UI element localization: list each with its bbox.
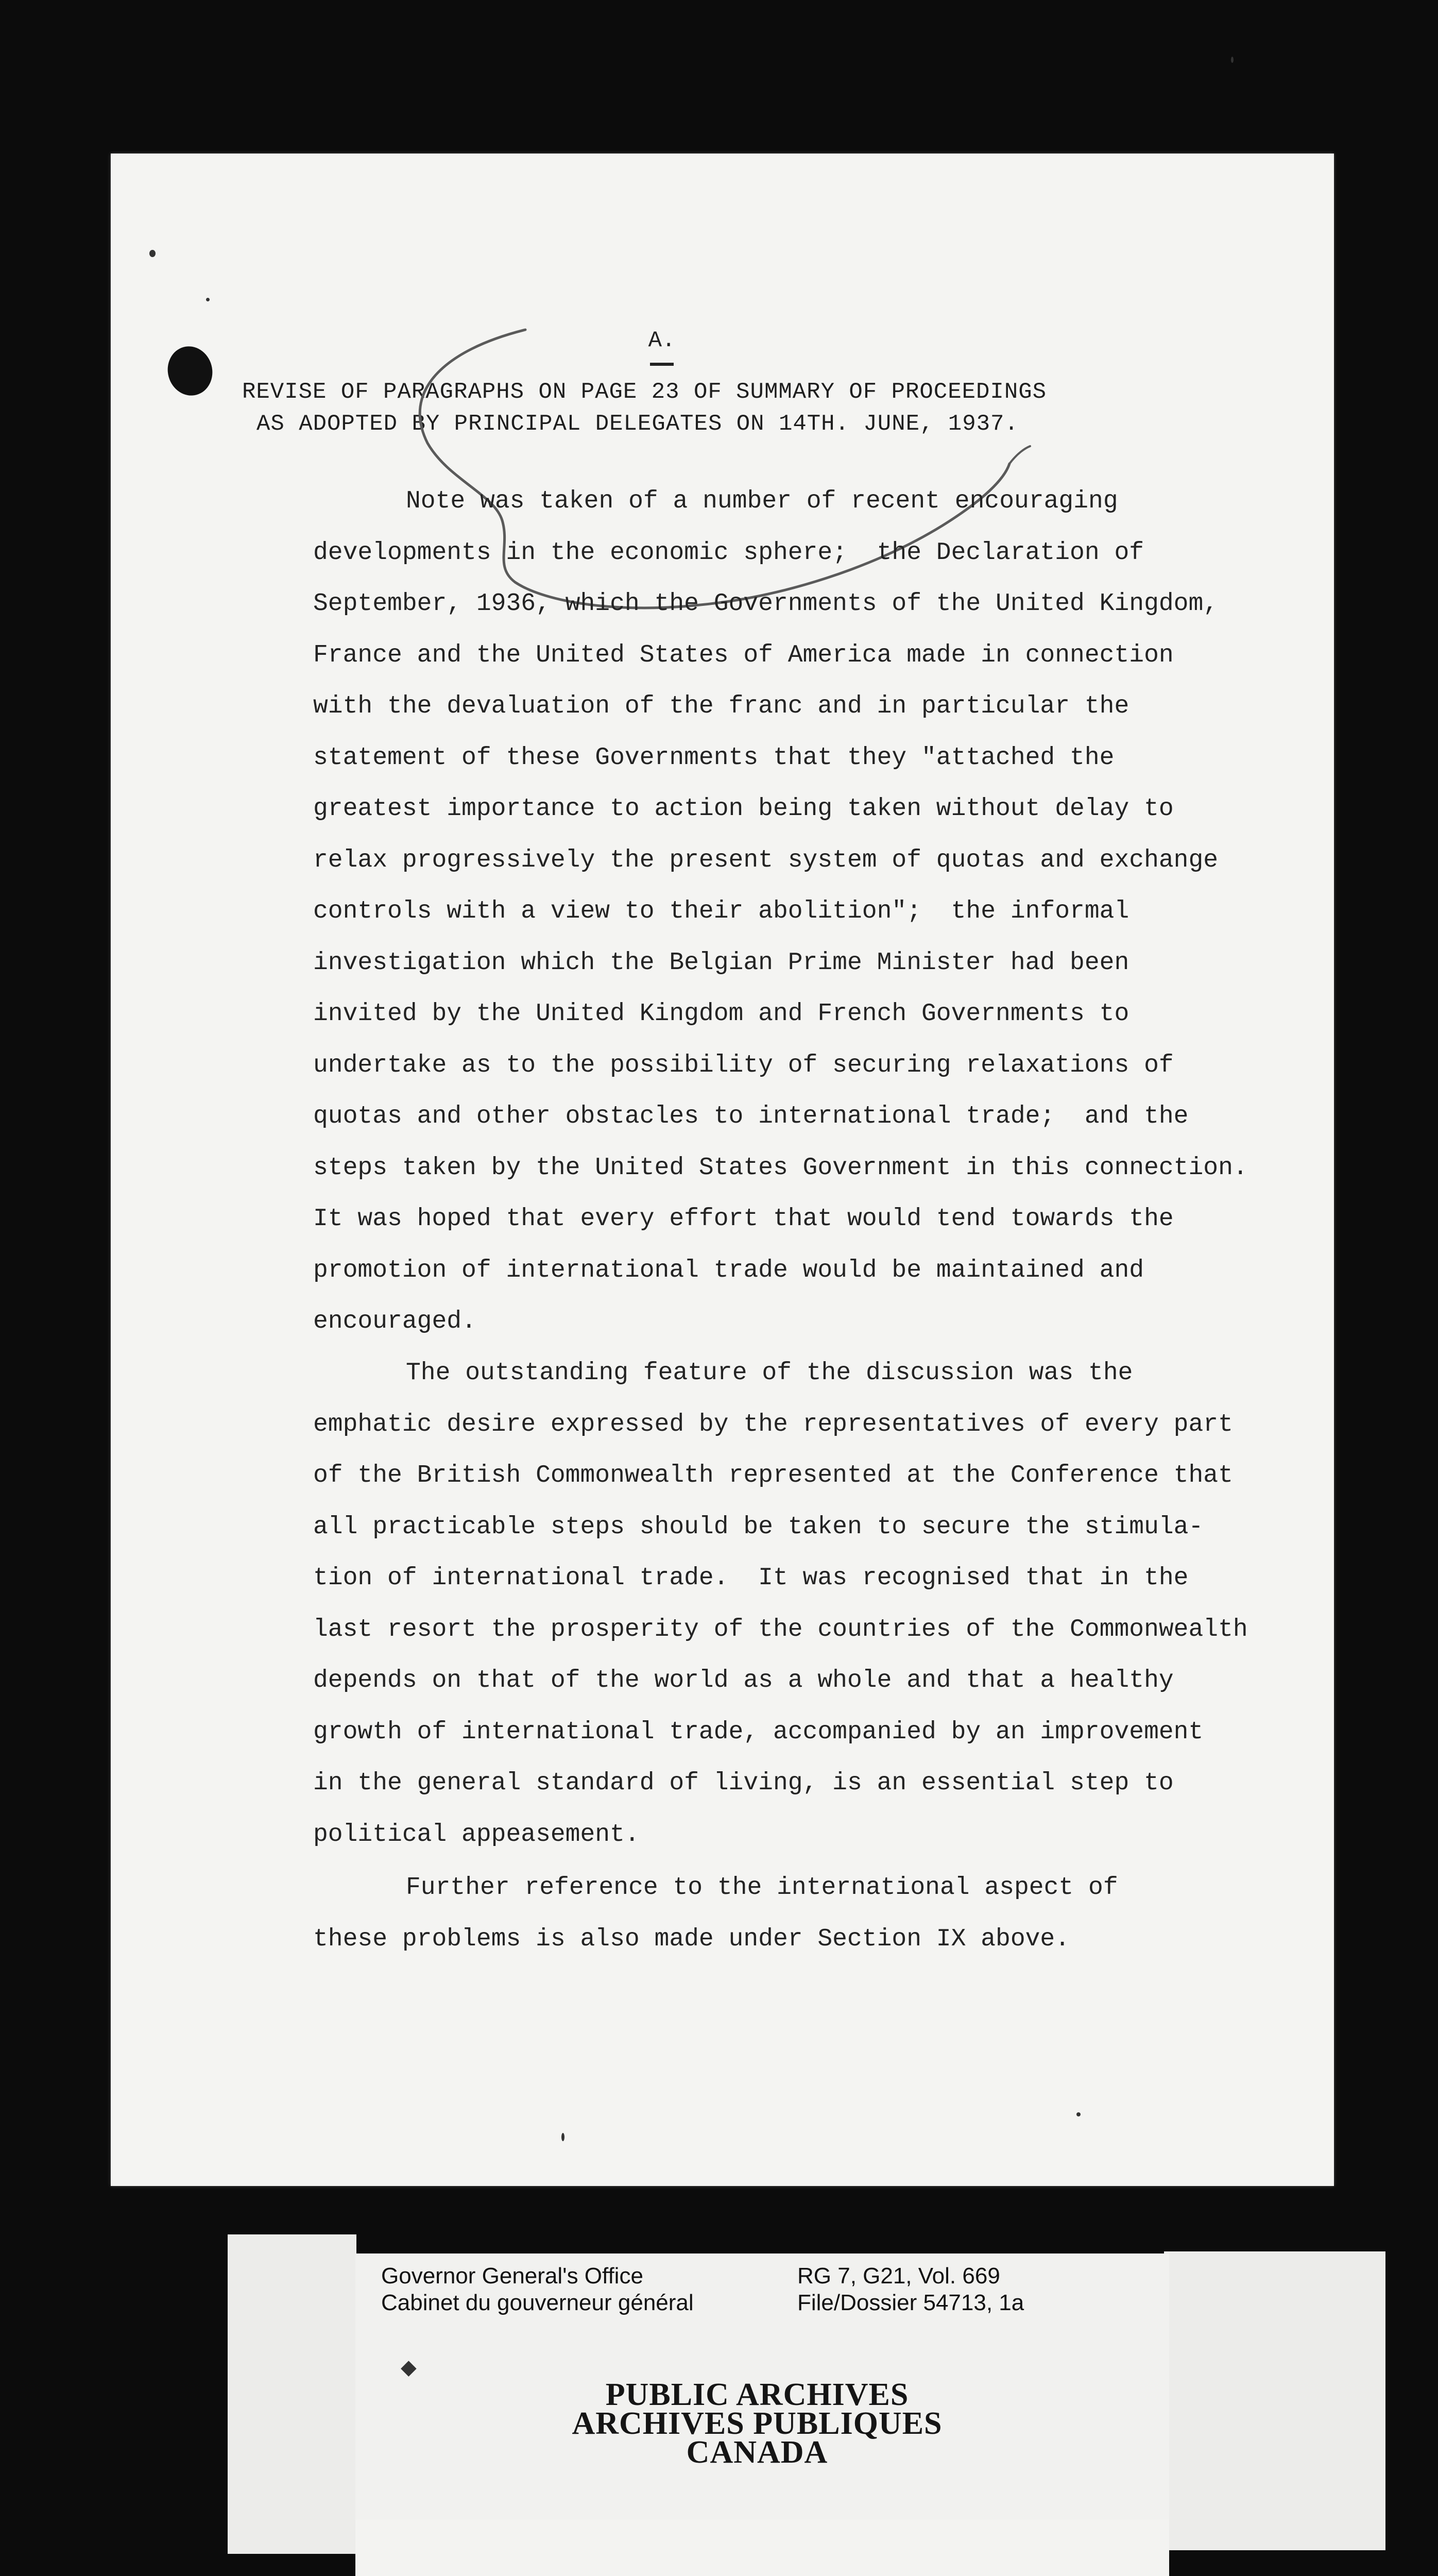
stamp-line-1: PUBLIC ARCHIVES <box>605 2377 909 2412</box>
stamp-line-3: CANADA <box>686 2435 828 2470</box>
archive-reference-label <box>797 2263 1024 2316</box>
paragraph-line: greatest importance to action being taken without delay to <box>313 795 1174 823</box>
card-mark: ◆ <box>401 2356 417 2379</box>
heading-line-1: REVISE OF PARAGRAPHS ON PAGE 23 OF SUMMARY OF PROCEEDINGS <box>242 379 1047 405</box>
paragraph-line: these problems is also made under Section IX above. <box>313 1925 1070 1953</box>
paragraph-line: Note was taken of a number of recent encouraging <box>406 487 1118 515</box>
paragraph-line: emphatic desire expressed by the representatives of every part <box>313 1410 1233 1438</box>
paragraph-3 <box>313 1862 1317 1965</box>
stray-mark <box>561 2133 564 2141</box>
paragraph-line: France and the United States of America made in connection <box>313 641 1174 669</box>
heading-line-2: AS ADOPTED BY PRINCIPAL DELEGATES ON 14TH. JUNE, 1937. <box>256 411 1019 437</box>
paragraph-line: political appeasement. <box>313 1820 640 1849</box>
paragraph-line: in the general standard of living, is an essential step to <box>313 1769 1174 1797</box>
stray-mark <box>149 250 156 257</box>
paragraph-line: invited by the United Kingdom and French Governments to <box>313 1000 1129 1028</box>
paragraph-line: with the devaluation of the franc and in particular the <box>313 692 1129 720</box>
paragraph-line: It was hoped that every effort that would tend towards the <box>313 1205 1174 1233</box>
page-letter: A. <box>648 328 676 353</box>
paragraph-line: developments in the economic sphere; the Declaration of <box>313 538 1144 567</box>
paragraph-1 <box>313 476 1317 1348</box>
stamp-line-2: ARCHIVES PUBLIQUES <box>572 2406 943 2441</box>
paragraph-line: promotion of international trade would be maintained and <box>313 1256 1144 1284</box>
file-dossier-line: File/Dossier 54713, 1a <box>797 2290 1024 2315</box>
stray-mark <box>1231 57 1234 63</box>
paragraph-line: depends on that of the world as a whole and that a healthy <box>313 1667 1174 1694</box>
paragraph-line: last resort the prosperity of the countries of the Commonwealth <box>313 1615 1248 1643</box>
archives-stamp <box>494 2377 1020 2470</box>
archive-office-label <box>381 2263 694 2316</box>
paragraph-line: steps taken by the United States Government in this connection. <box>313 1154 1248 1182</box>
paragraph-line: investigation which the Belgian Prime Minister had been <box>313 948 1129 977</box>
paragraph-line: September, 1936, which the Governments of the United Kingdom, <box>313 590 1219 618</box>
office-line-en: Governor General's Office <box>381 2263 643 2289</box>
archive-card-lower <box>355 2519 1169 2576</box>
paragraph-line: growth of international trade, accompanied by an improvement <box>313 1718 1204 1746</box>
paragraph-line: quotas and other obstacles to international trade; and the <box>313 1103 1189 1130</box>
paragraph-line: controls with a view to their abolition"; the informal <box>313 897 1129 925</box>
paragraph-line: tion of international trade. It was recognised that in the <box>313 1564 1189 1592</box>
paragraph-2 <box>313 1348 1317 1860</box>
archive-card-left-flap <box>228 2234 356 2554</box>
paragraph-line: encouraged. <box>313 1308 476 1335</box>
paragraph-line: The outstanding feature of the discussion was the <box>406 1359 1133 1387</box>
paragraph-line: all practicable steps should be taken to secure the stimula- <box>313 1513 1204 1541</box>
archive-card-right-flap <box>1164 2251 1385 2550</box>
paragraph-line: of the British Commonwealth represented at the Conference that <box>313 1462 1233 1489</box>
stray-mark <box>206 298 210 301</box>
paragraph-line: statement of these Governments that they "attached the <box>313 743 1115 772</box>
paragraph-line: undertake as to the possibility of securing relaxations of <box>313 1051 1174 1079</box>
paragraph-line: relax progressively the present system of quotas and exchange <box>313 846 1219 874</box>
paragraph-line: Further reference to the international aspect of <box>406 1874 1118 1902</box>
office-line-fr: Cabinet du gouverneur général <box>381 2290 694 2315</box>
record-group-line: RG 7, G21, Vol. 669 <box>797 2263 1000 2289</box>
stray-mark <box>1076 2112 1081 2116</box>
